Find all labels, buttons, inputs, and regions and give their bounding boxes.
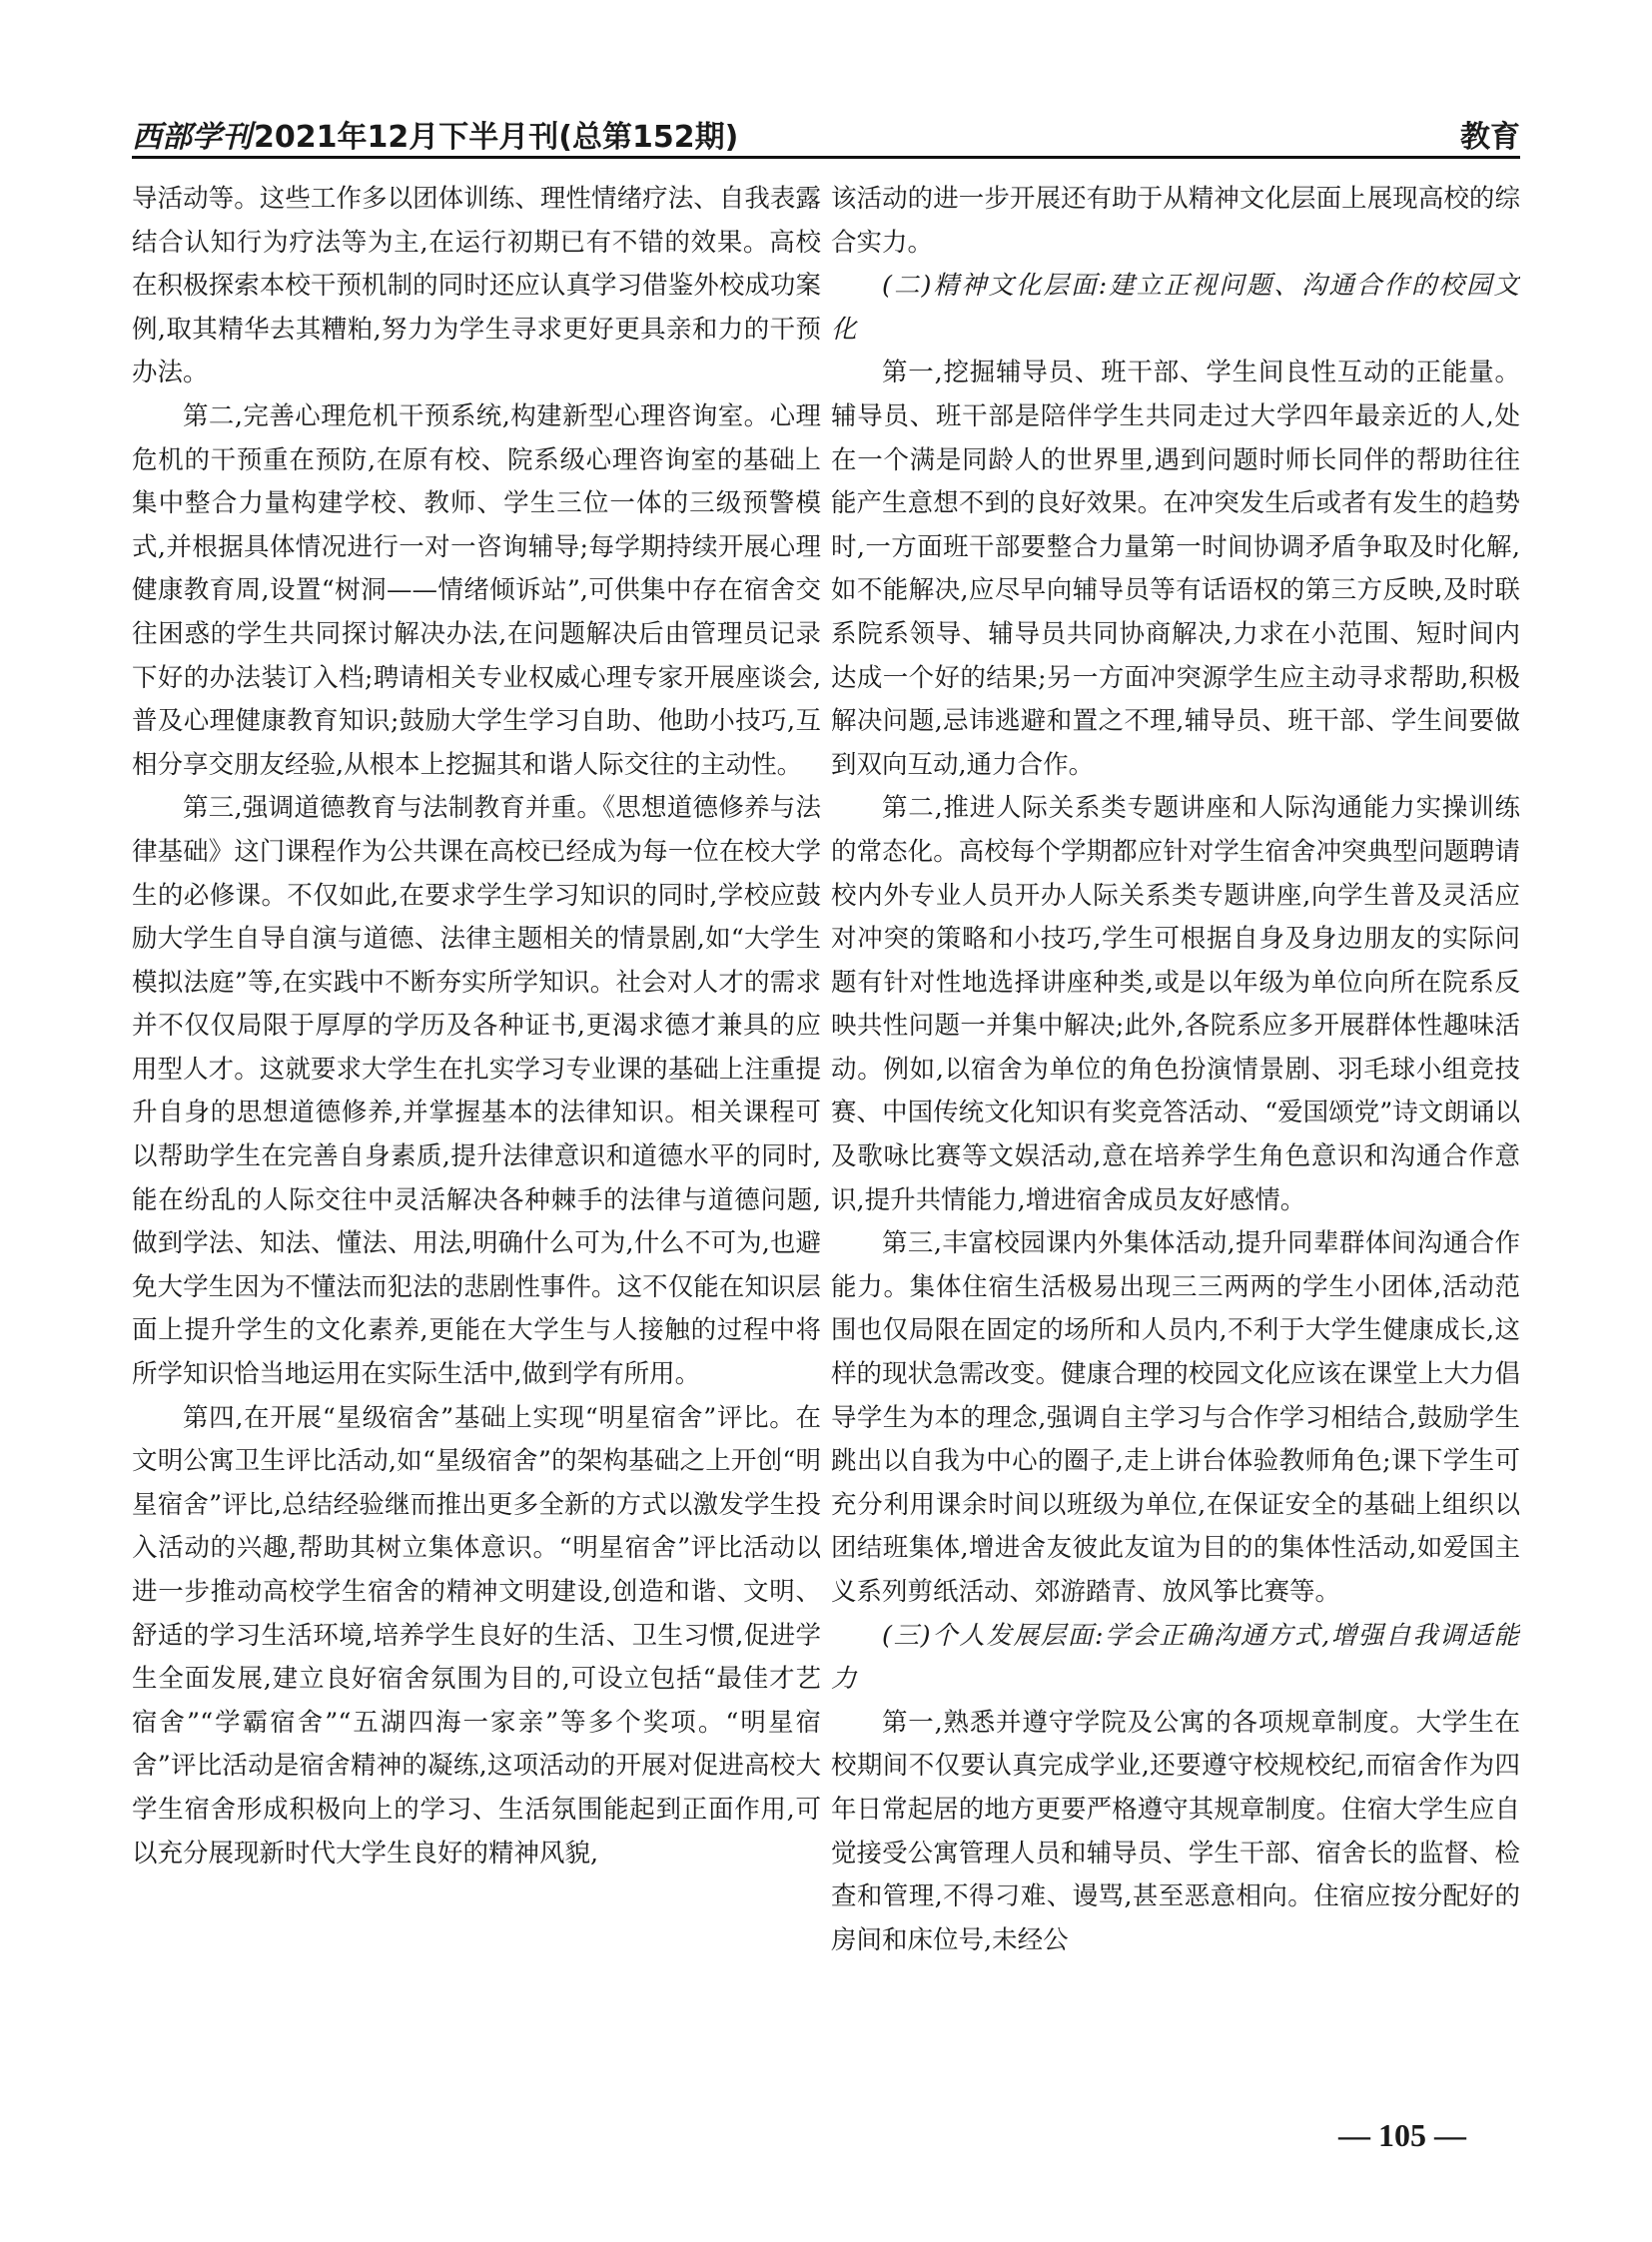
right-column (831, 178, 1520, 2110)
section-heading: (三)个人发展层面:学会正确沟通方式,增强自我调适能力 (831, 1620, 1520, 1695)
journal-name: 西部学刊 (132, 120, 252, 155)
paragraph: 该活动的进一步开展还有助于从精神文化层面上展现高校的综合实力。 (831, 184, 1520, 258)
paragraph: 第四,在开展“星级宿舍”基础上实现“明星宿舍”评比。在文明公寓卫生评比活动,如“星级宿舍”的架构基础之上开创“明星宿舍”评比,总结经验继而推出更多全新的方式以激发学生投入活动的兴趣,帮助其树立集体意识。“明星宿舍”评比活动以进一步推动高校学生宿舍的精神文明建设,创造和谐、文明、舒适的学习生活环境,培养学生良好的生活、卫生习惯,促进学生全面发展,建立良好宿舍氛围为目的,可设立包括“最佳才艺宿舍”“学霸宿舍”“五湖四海一家亲”等多个奖项。“明星宿舍”评比活动是宿舍精神的凝练,这项活动的开展对促进高校大学生宿舍形成积极向上的学习、生活氛围能起到正面作用,可以充分展现新时代大学生良好的精神风貌, (132, 1402, 821, 1868)
section-heading: (二)精神文化层面:建立正视问题、沟通合作的校园文化 (831, 271, 1520, 345)
journal-issue-line (132, 112, 738, 156)
paragraph: 第二,完善心理危机干预系统,构建新型心理咨询室。心理危机的干预重在预防,在原有校、院系级心理咨询室的基础上集中整合力量构建学校、教师、学生三位一体的三级预警模式,并根据具体情况进行一对一咨询辅导;每学期持续开展心理健康教育周,设置“树洞——情绪倾诉站”,可供集中存在宿舍交往困惑的学生共同探讨解决办法,在问题解决后由管理员记录下好的办法装订入档;聘请相关专业权威心理专家开展座谈会,普及心理健康教育知识;鼓励大学生学习自助、他助小技巧,互相分享交朋友经验,从根本上挖掘其和谐人际交往的主动性。 (132, 400, 821, 780)
paragraph: 第三,强调道德教育与法制教育并重。《思想道德修养与法律基础》这门课程作为公共课在高校已经成为每一位在校大学生的必修课。不仅如此,在要求学生学习知识的同时,学校应鼓励大学生自导自演与道德、法律主题相关的情景剧,如“大学生模拟法庭”等,在实践中不断夯实所学知识。社会对人才的需求并不仅仅局限于厚厚的学历及各种证书,更渴求德才兼具的应用型人才。这就要求大学生在扎实学习专业课的基础上注重提升自身的思想道德修养,并掌握基本的法律知识。相关课程可以帮助学生在完善自身素质,提升法律意识和道德水平的同时,能在纷乱的人际交往中灵活解决各种棘手的法律与道德问题,做到学法、知法、懂法、用法,明确什么可为,什么不可为,也避免大学生因为不懂法而犯法的悲剧性事件。这不仅能在知识层面上提升学生的文化素养,更能在大学生与人接触的过程中将所学知识恰当地运用在实际生活中,做到学有所用。 (132, 793, 821, 1390)
left-column (132, 178, 821, 2110)
paragraph: 第二,推进人际关系类专题讲座和人际沟通能力实操训练的常态化。高校每个学期都应针对学生宿舍冲突典型问题聘请校内外专业人员开办人际关系类专题讲座,向学生普及灵活应对冲突的策略和小技巧,学生可根据自身及身边朋友的实际问题有针对性地选择讲座种类,或是以年级为单位向所在院系反映共性问题一并集中解决;此外,各院系应多开展群体性趣味活动。例如,以宿舍为单位的角色扮演情景剧、羽毛球小组竞技赛、中国传统文化知识有奖竞答活动、“爱国颂党”诗文朗诵以及歌咏比赛等文娱活动,意在培养学生角色意识和沟通合作意识,提升共情能力,增进宿舍成员友好感情。 (831, 793, 1520, 1215)
paragraph: 第三,丰富校园课内外集体活动,提升同辈群体间沟通合作能力。集体住宿生活极易出现三三两两的学生小团体,活动范围也仅局限在固定的场所和人员内,不利于大学生健康成长,这样的现状急需改变。健康合理的校园文化应该在课堂上大力倡导学生为本的理念,强调自主学习与合作学习相结合,鼓励学生跳出以自我为中心的圈子,走上讲台体验教师角色;课下学生可充分利用课余时间以班级为单位,在保证安全的基础上组织以团结班集体,增进舍友彼此友谊为目的的集体性活动,如爱国主义系列剪纸活动、郊游踏青、放风筝比赛等。 (831, 1228, 1520, 1607)
paragraph: 第一,挖掘辅导员、班干部、学生间良性互动的正能量。辅导员、班干部是陪伴学生共同走过大学四年最亲近的人,处在一个满是同龄人的世界里,遇到问题时师长同伴的帮助往往能产生意想不到的良好效果。在冲突发生后或者有发生的趋势时,一方面班干部要整合力量第一时间协调矛盾争取及时化解,如不能解决,应尽早向辅导员等有话语权的第三方反映,及时联系院系领导、辅导员共同协商解决,力求在小范围、短时间内达成一个好的结果;另一方面冲突源学生应主动寻求帮助,积极解决问题,忌讳逃避和置之不理,辅导员、班干部、学生间要做到双向互动,通力合作。 (831, 358, 1520, 780)
page-number: — 105 — (1338, 2117, 1466, 2153)
page-header (132, 108, 1520, 159)
issue-info: 2021年12月下半月刊(总第152期) (254, 120, 739, 155)
section-name: 教育 (1460, 120, 1520, 155)
paragraph: 导活动等。这些工作多以团体训练、理性情绪疗法、自我表露结合认知行为疗法等为主,在运行初期已有不错的效果。高校在积极探索本校干预机制的同时还应认真学习借鉴外校成功案例,取其精华去其糟粕,努力为学生寻求更好更具亲和力的干预办法。 (132, 184, 821, 388)
paragraph: 第一,熟悉并遵守学院及公寓的各项规章制度。大学生在校期间不仅要认真完成学业,还要遵守校规校纪,而宿舍作为四年日常起居的地方更要严格遵守其规章制度。住宿大学生应自觉接受公寓管理人员和辅导员、学生干部、宿舍长的监督、检查和管理,不得刁难、谩骂,甚至恶意相向。住宿应按分配好的房间和床位号,未经公 (831, 1707, 1520, 1955)
